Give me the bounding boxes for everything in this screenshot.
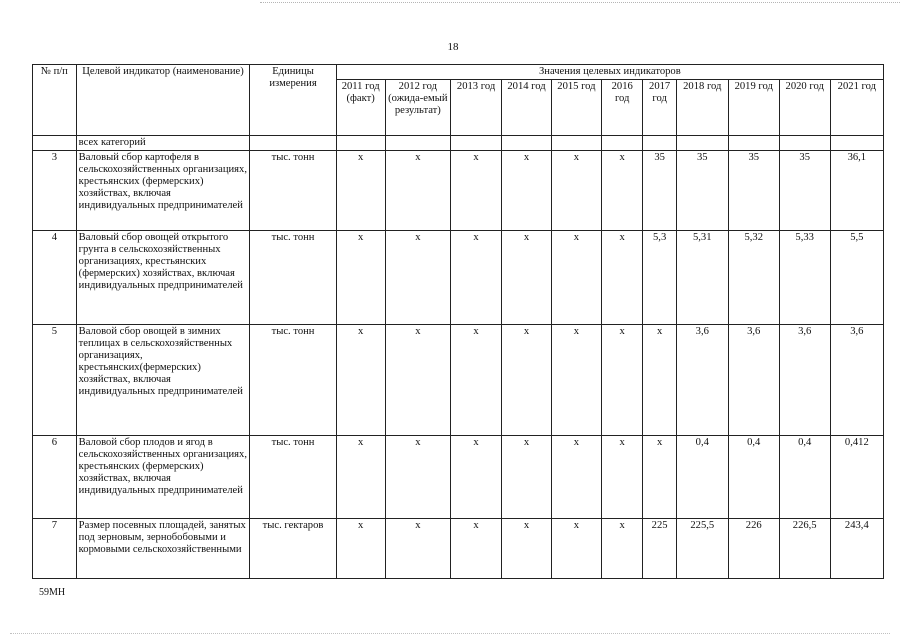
indicator-name: Валовой сбор овощей в зимних теплицах в сельскохозяйственных организациях, крестьянских(фермерских) хозяйствах, включая индивидуальных предпринимателей	[76, 325, 250, 436]
table-row	[33, 519, 884, 579]
continuation-row	[33, 136, 884, 151]
value-cell: 36,1	[830, 151, 883, 231]
value-cell: 5,33	[779, 231, 830, 325]
value-cell: 226	[728, 519, 779, 579]
unit-cell: тыс. тонн	[250, 325, 336, 436]
header-unit: Единицы измерения	[250, 65, 336, 136]
header-year: 2015 год	[551, 80, 601, 136]
header-values-group: Значения целевых индикаторов	[336, 65, 883, 80]
continuation-text: всех категорий	[76, 136, 250, 151]
value-cell: х	[643, 325, 676, 436]
value-cell: 225,5	[676, 519, 728, 579]
row-number: 7	[33, 519, 77, 579]
table-row	[33, 231, 884, 325]
value-cell: 5,32	[728, 231, 779, 325]
value-cell: 3,6	[830, 325, 883, 436]
header-year: 2013 год	[451, 80, 502, 136]
value-cell: 0,4	[779, 436, 830, 519]
value-cell: х	[385, 519, 451, 579]
header-year: 2011 год (факт)	[336, 80, 385, 136]
value-cell: х	[336, 436, 385, 519]
value-cell: х	[451, 519, 502, 579]
value-cell: х	[601, 231, 643, 325]
table-row	[33, 151, 884, 231]
row-number: 3	[33, 151, 77, 231]
indicator-name: Валовый сбор картофеля в сельскохозяйственных организациях, крестьянских (фермерских) хозяйствах, включая индивидуальных предпринимателей	[76, 151, 250, 231]
unit-cell: тыс. тонн	[250, 151, 336, 231]
indicator-name: Валовый сбор овощей открытого грунта в сельскохозяйственных организациях, крестьянских (фермерских) хозяйствах, включая индивидуальных предпринимателей	[76, 231, 250, 325]
table-row	[33, 436, 884, 519]
value-cell: 0,4	[728, 436, 779, 519]
header-year: 2018 год	[676, 80, 728, 136]
indicators-table	[32, 64, 884, 579]
value-cell: х	[502, 519, 552, 579]
value-cell: 35	[643, 151, 676, 231]
header-indicator-name: Целевой индикатор (наименование)	[76, 65, 250, 136]
header-year: 2014 год	[502, 80, 552, 136]
row-number: 4	[33, 231, 77, 325]
row-number: 6	[33, 436, 77, 519]
value-cell: х	[551, 436, 601, 519]
value-cell: х	[451, 151, 502, 231]
value-cell: х	[451, 436, 502, 519]
value-cell: х	[502, 325, 552, 436]
row-number: 5	[33, 325, 77, 436]
value-cell: х	[451, 231, 502, 325]
value-cell: 225	[643, 519, 676, 579]
page-number: 18	[447, 41, 459, 53]
value-cell: 3,6	[779, 325, 830, 436]
value-cell: х	[601, 151, 643, 231]
value-cell: 5,3	[643, 231, 676, 325]
document-code: 59МН	[39, 587, 66, 598]
header-year: 2020 год	[779, 80, 830, 136]
value-cell: х	[551, 151, 601, 231]
value-cell: х	[551, 519, 601, 579]
value-cell: 35	[728, 151, 779, 231]
value-cell: х	[601, 519, 643, 579]
table-row	[33, 325, 884, 436]
value-cell: 5,5	[830, 231, 883, 325]
value-cell: 35	[779, 151, 830, 231]
unit-cell: тыс. гектаров	[250, 519, 336, 579]
header-year: 2019 год	[728, 80, 779, 136]
value-cell: 3,6	[728, 325, 779, 436]
value-cell: х	[336, 519, 385, 579]
value-cell: 243,4	[830, 519, 883, 579]
unit-cell: тыс. тонн	[250, 436, 336, 519]
value-cell: х	[601, 325, 643, 436]
value-cell: х	[502, 151, 552, 231]
indicator-name: Валовой сбор плодов и ягод в сельскохозяйственных организациях, крестьянских (фермерских) хозяйствах, включая индивидуальных предпринимателей	[76, 436, 250, 519]
value-cell: х	[451, 325, 502, 436]
value-cell: х	[601, 436, 643, 519]
value-cell: 3,6	[676, 325, 728, 436]
value-cell: х	[336, 151, 385, 231]
value-cell: 5,31	[676, 231, 728, 325]
value-cell: х	[385, 325, 451, 436]
scan-artifact-bottom	[10, 633, 890, 634]
value-cell: 35	[676, 151, 728, 231]
header-year: 2021 год	[830, 80, 883, 136]
value-cell: х	[551, 325, 601, 436]
value-cell: х	[502, 436, 552, 519]
value-cell: х	[502, 231, 552, 325]
value-cell: 0,4	[676, 436, 728, 519]
value-cell: х	[385, 231, 451, 325]
value-cell: х	[336, 231, 385, 325]
scan-artifact-top	[260, 2, 900, 3]
unit-cell: тыс. тонн	[250, 231, 336, 325]
indicator-name: Размер посевных площадей, занятых под зерновым, зернобобовыми и кормовыми сельскохозяйственными	[76, 519, 250, 579]
header-year: 2016 год	[601, 80, 643, 136]
header-num: № п/п	[33, 65, 77, 136]
value-cell: 226,5	[779, 519, 830, 579]
value-cell: х	[643, 436, 676, 519]
header-year: 2017 год	[643, 80, 676, 136]
value-cell: х	[336, 325, 385, 436]
header-year: 2012 год (ожида-емый результат)	[385, 80, 451, 136]
value-cell: х	[551, 231, 601, 325]
value-cell: 0,412	[830, 436, 883, 519]
value-cell: х	[385, 436, 451, 519]
value-cell: х	[385, 151, 451, 231]
